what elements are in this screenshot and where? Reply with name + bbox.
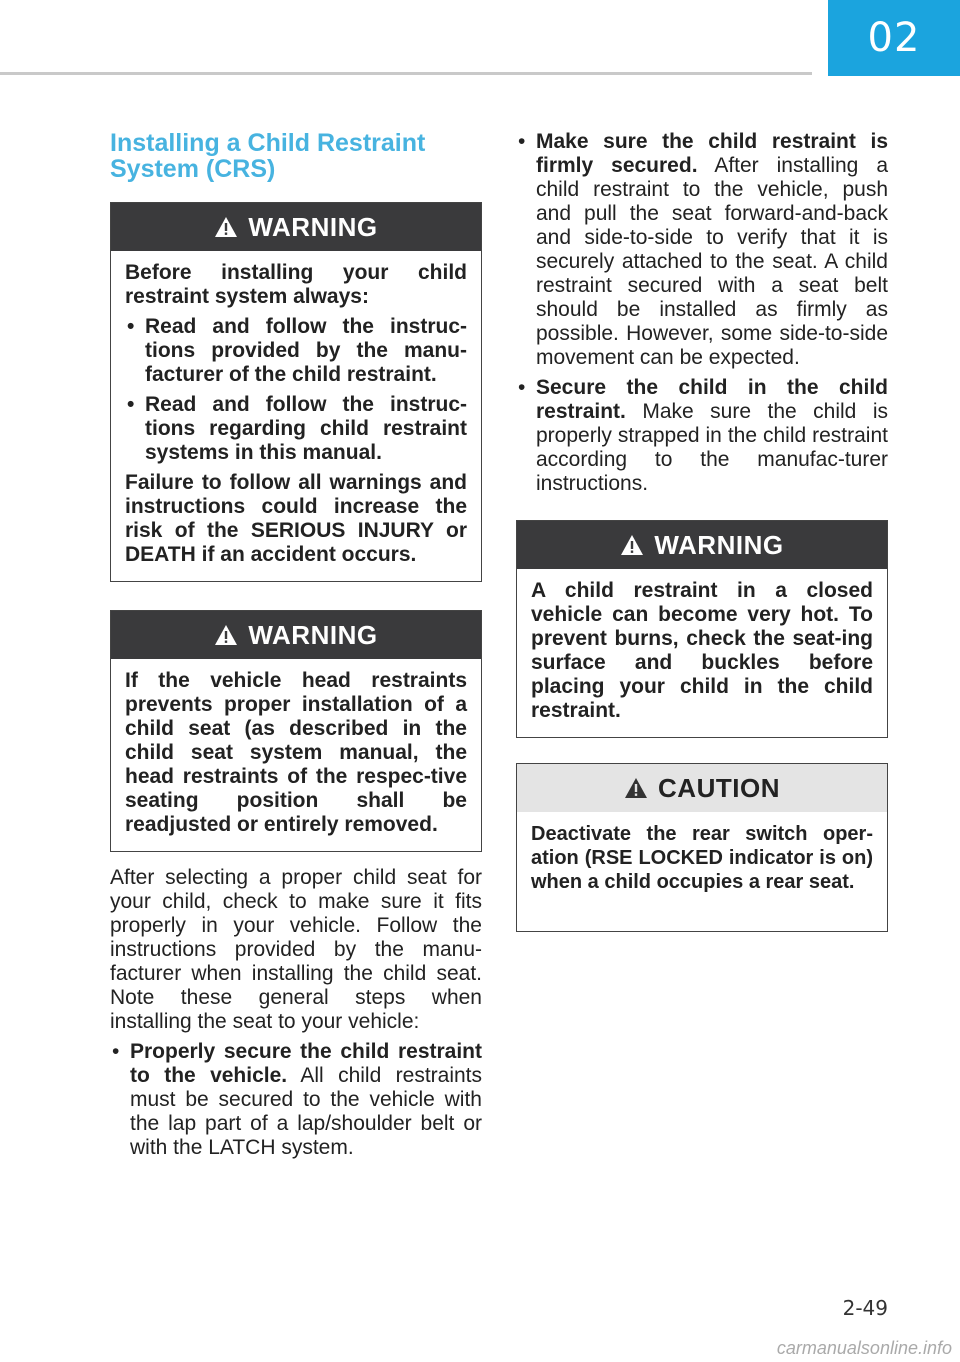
header-rule: [0, 72, 812, 75]
warning-triangle-icon: [620, 534, 644, 556]
warning-body: [111, 659, 481, 847]
warning-box-1: [110, 202, 482, 582]
page-number: 2-49: [842, 1296, 888, 1320]
warning-text: A child restraint in a closed vehicle can become very hot. To prevent burns, check the seat-ing surface and buckles before placing your child in the child restraint.: [531, 579, 873, 722]
step-bullet: [516, 130, 888, 370]
warning-triangle-icon: [214, 624, 238, 646]
warning-body: [111, 251, 481, 577]
footer-watermark: carmanualsonline.info: [776, 1338, 952, 1358]
caution-box: [516, 763, 888, 932]
section-title: Installing a Child Restraint System (CRS): [110, 129, 426, 183]
caution-body: [517, 812, 887, 904]
warning-header: [517, 521, 887, 569]
warning-body: [517, 569, 887, 733]
step-bold: Secure the child in the child restraint.: [536, 376, 888, 423]
step-text: Make sure the child is properly strapped in the child restraint according to the manufac-turer instructions.: [536, 400, 888, 495]
left-body-text: [110, 866, 482, 1166]
warning-bullet: • Read and follow the instruc-tions provided by the manu-facturer of the child restraint.: [125, 315, 467, 387]
caution-triangle-icon: [624, 777, 648, 799]
caution-text: Deactivate the rear switch oper-ation (RSE LOCKED indicator is on) when a child occupies a rear seat.: [531, 823, 873, 893]
warning-outro: Failure to follow all warnings and instructions could increase the risk of the SERIOUS INJURY or DEATH if an accident occurs.: [125, 471, 467, 566]
warning-triangle-icon: [214, 216, 238, 238]
step-bold: Properly secure the child restraint to the vehicle.: [130, 1040, 482, 1087]
warning-box-2: [110, 610, 482, 852]
step-text: After installing a child restraint to the vehicle, push and pull the seat forward-and-back and side-to-side to verify that it is securely attached to the seat. A child restraint secured with a seat belt should be installed as firmly as possible. However, some side-to-side movement can be expected.: [536, 154, 888, 369]
warning-header: [111, 611, 481, 659]
chapter-tab: [828, 0, 960, 76]
step-text: All child restraints must be secured to the vehicle with the lap part of a lap/shoulder belt or with the LATCH system.: [130, 1064, 483, 1159]
warning-label: WARNING: [248, 211, 378, 242]
warning-text: If the vehicle head restraints prevents proper installation of a child seat (as described in the child seat system manual, the head restraints of the respec-tive seating position shall be readjusted or entirely removed.: [125, 669, 467, 836]
chapter-number: 02: [867, 15, 921, 61]
warning-bullet: • Read and follow the instruc-tions regarding child restraint systems in this manual.: [125, 393, 467, 465]
step-bold: Make sure the child restraint is firmly secured.: [536, 130, 888, 177]
right-body-text: [516, 130, 888, 502]
warning-intro: Before installing your child restraint system always:: [125, 261, 467, 308]
warning-header: [111, 203, 481, 251]
warning-box-3: [516, 520, 888, 738]
step-bullet: [516, 376, 888, 496]
caution-header: [517, 764, 887, 812]
intro-paragraph: After selecting a proper child seat for your child, check to make sure it fits properly in your vehicle. Follow the instructions provided by the manu-facturer when installing the child seat. Note these general steps when installing the seat to your vehicle:: [110, 866, 482, 1033]
warning-label: WARNING: [248, 619, 378, 650]
warning-label: WARNING: [654, 529, 784, 560]
step-bullet: [110, 1040, 482, 1160]
caution-label: CAUTION: [658, 772, 780, 803]
